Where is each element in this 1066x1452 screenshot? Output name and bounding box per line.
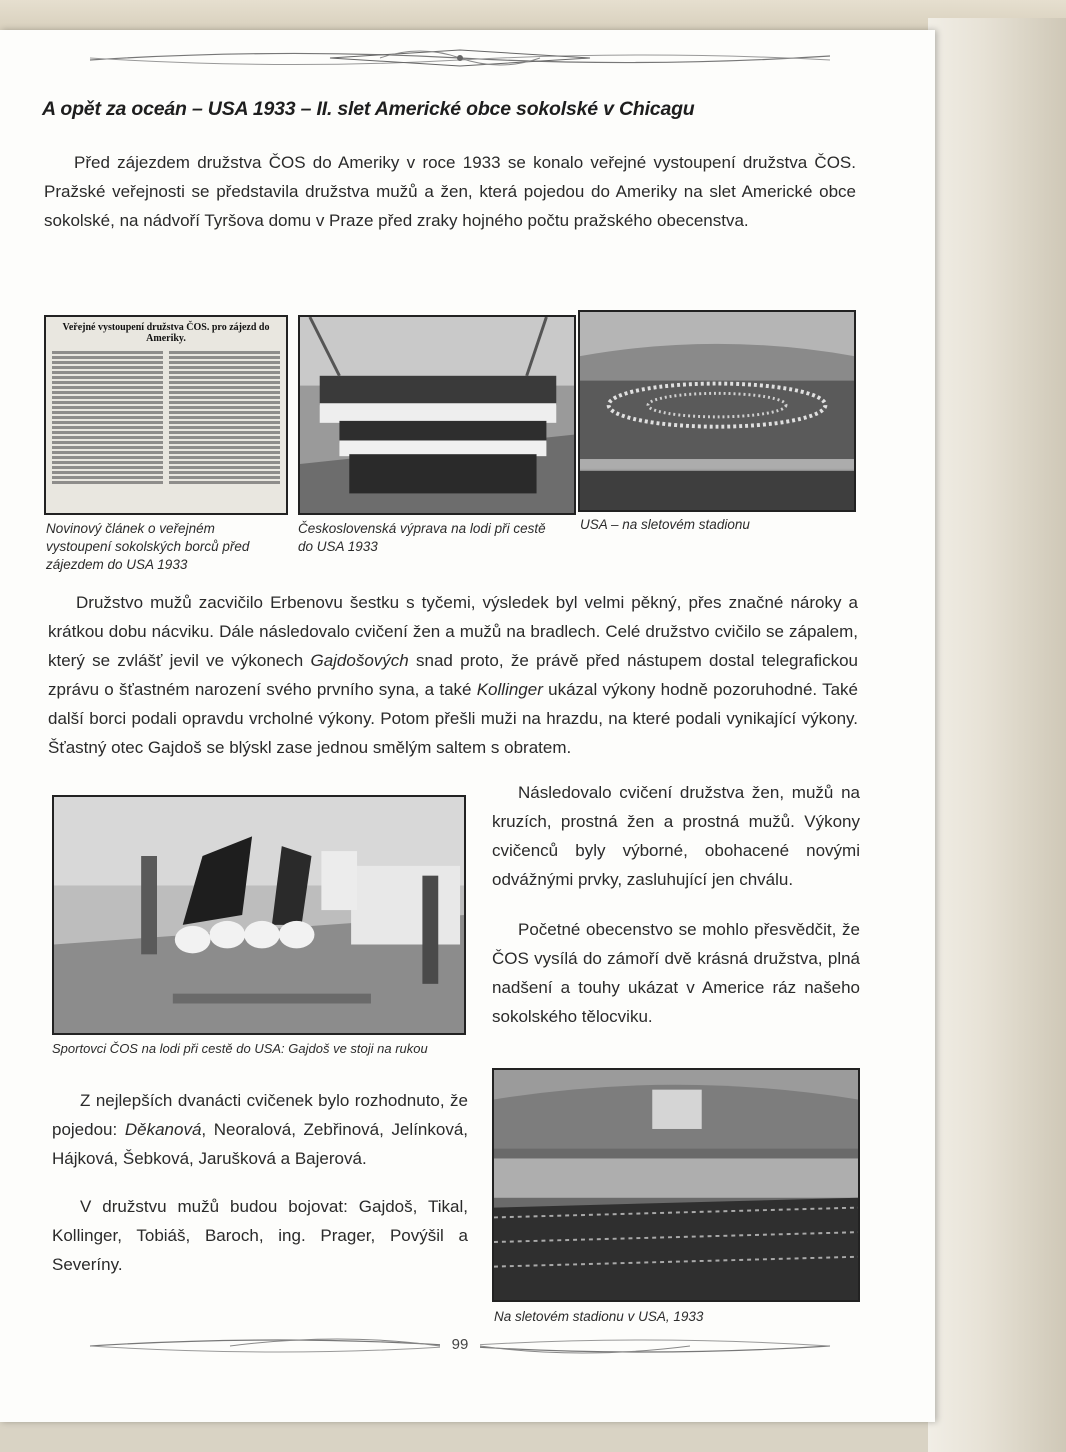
name-gajdos: Gajdošových (310, 651, 409, 670)
intro-paragraph: Před zájezdem družstva ČOS do Ameriky v roce 1933 se konalo veřejné vystoupení družstva ČOS. Pražské veřejnosti se představila družstva mužů a žen, která pojedou do Ameriky na slet Americké obce sokolské, na nádvoří Tyršova domu v Praze před zraky hojného počtu pražského obecenstva. (44, 153, 856, 230)
newspaper-headline: Veřejné vystoupení družstva ČOS. pro zájezd do Ameriky. (62, 322, 270, 344)
stadium-photo-1 (578, 310, 856, 512)
section-title: A opět za oceán – USA 1933 – II. slet Americké obce sokolské v Chicagu (42, 98, 695, 120)
caption-gymnasts: Sportovci ČOS na lodi při cestě do USA: Gajdoš ve stoji na rukou (52, 1041, 428, 1056)
book-page-edges (928, 18, 1066, 1452)
main-paragraph: Družstvo mužů zacvičilo Erbenovu šestku s tyčemi, výsledek byl velmi pěkný, přes značné nároky a krátkou dobu nácviku. Dále následovalo cvičení žen a mužů na bradlech. Celé družstvo cvičilo se zápalem, který se zvlášť jevil ve výkonech Gajdošových snad proto, že právě před nástupem dostal telegrafickou zprávu o šťastném narození svého prvního syna, a také Kollinger ukázal výkony hodně pozoruhodné. Také další borci podali opravdu vrcholné výkony. Potom přešli muži na hrazdu, na které podali vynikající výkony. Šťastný otec Gajdoš se blýskl zase jednou smělým saltem s obratem. (48, 593, 858, 757)
newspaper-clipping-image (44, 315, 288, 515)
gymnasts-on-ship-photo (52, 795, 466, 1035)
caption-newspaper: Novinový článek o veřejném vystoupení sokolských borců před zájezdem do USA 1933 (46, 521, 250, 572)
ship-group-photo (298, 315, 576, 515)
top-ornament (80, 40, 840, 76)
newspaper-columns (46, 347, 286, 488)
book-top-edge (0, 0, 1066, 30)
left-paragraph-1: Z nejlepších dvanácti cvičenek bylo rozhodnuto, že pojedou: Děkanová, Neoralová, Zebřinová, Jelínková, Hájková, Šebková, Jarušková a Bajerová. (52, 1091, 469, 1168)
name-dekanova: Děkanová (124, 1120, 202, 1139)
caption-ship: Československá výprava na lodi při cestě do USA 1933 (298, 521, 546, 554)
caption-stadium-2: Na sletovém stadionu v USA, 1933 (494, 1309, 704, 1324)
right-paragraph-2: Početné obecenstvo se mohlo přesvědčit, že ČOS vysílá do zámoří dvě krásná družstva, plná nadšení a touhy ukázat v Americe ráz našeho sokolského tělocviku. (492, 920, 860, 1026)
page-number: 99 (440, 1336, 480, 1353)
right-paragraph-1: Následovalo cvičení družstva žen, mužů na kruzích, prostná žen a prostná mužů. Výkony cvičenců byly výborné, obohacené novými odvážnými prvky, zasluhující jen chválu. (492, 783, 860, 889)
left-paragraph-2: V družstvu mužů budou bojovat: Gajdoš, Tikal, Kollinger, Tobiáš, Baroch, ing. Prager, Povýšil a Severíny. (52, 1197, 468, 1274)
caption-stadium-1: USA – na sletovém stadionu (580, 517, 750, 532)
name-kollinger: Kollinger (476, 680, 543, 699)
stadium-photo-2 (492, 1068, 860, 1302)
